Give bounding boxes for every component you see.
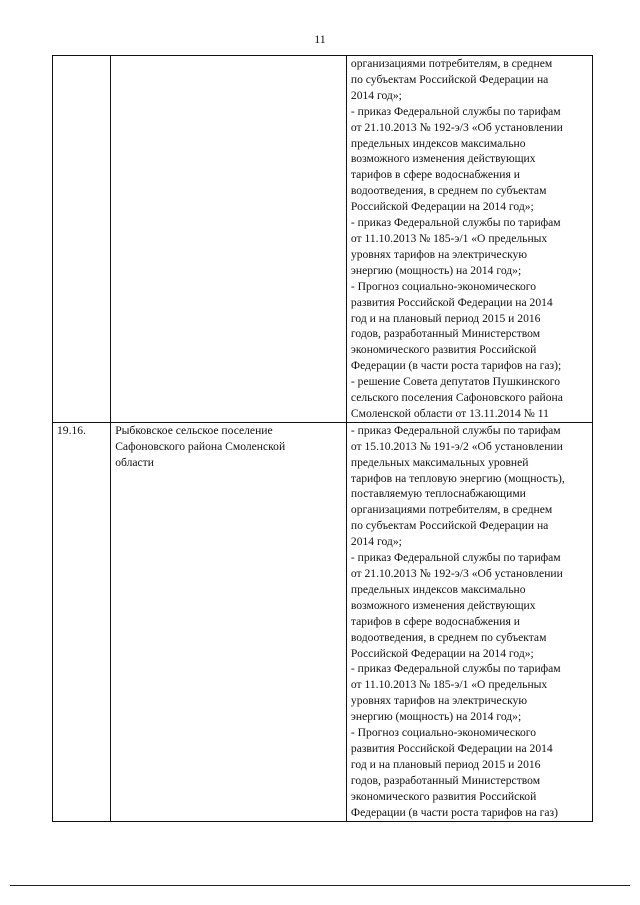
document-text-line: годов, разработанный Министерством — [350, 327, 541, 341]
document-text-line: от 11.10.2013 № 185-э/1 «О предельных — [350, 231, 548, 245]
document-text-line: сельского поселения Сафоновского района — [350, 391, 563, 405]
table-row — [53, 422, 593, 821]
document-text-line: энергию (мощность) на 2014 год»; — [350, 710, 522, 724]
document-text-line: уровнях тарифов на электрическую — [350, 247, 528, 261]
settlement-name-line: области — [115, 455, 154, 469]
document-text-line: организациями потребителям, в среднем — [350, 503, 553, 517]
document-text-line: - приказ Федеральной службы по тарифам — [350, 551, 561, 565]
document-text-line: предельных индексов максимально — [350, 136, 526, 150]
document-text-line: - Прогноз социально-экономического — [350, 279, 537, 293]
document-text-line: - приказ Федеральной службы по тарифам — [350, 216, 561, 230]
document-text-line: развития Российской Федерации на 2014 — [350, 295, 553, 309]
tariff-table — [52, 55, 593, 822]
document-text-line: уровнях тарифов на электрическую — [350, 694, 528, 708]
document-text-line: Российской Федерации на 2014 год»; — [350, 646, 534, 660]
document-text-line: Российской Федерации на 2014 год»; — [350, 200, 534, 214]
document-text-line: водоотведения, в среднем по субъектам — [350, 630, 547, 644]
settlement-cell — [111, 56, 347, 423]
document-text-line: организациями потребителям, в среднем — [350, 57, 553, 70]
document-text-line: энергию (мощность) на 2014 год»; — [350, 263, 522, 277]
document-text-line: год и на плановый период 2015 и 2016 — [350, 311, 541, 325]
documents-cell — [346, 56, 592, 423]
footer-divider — [10, 885, 630, 886]
document-text-line: экономического развития Российской — [350, 789, 537, 803]
document-text-line: предельных индексов максимально — [350, 582, 526, 596]
document-text-line: - приказ Федеральной службы по тарифам — [350, 104, 561, 118]
document-text-line: - приказ Федеральной службы по тарифам — [350, 662, 561, 676]
document-text-line: 2014 год»; — [350, 535, 402, 549]
document-text-line: от 21.10.2013 № 192-э/3 «Об установлении — [350, 120, 563, 134]
document-text-line: Федерации (в части роста тарифов на газ) — [350, 805, 558, 819]
document-text-line: возможного изменения действующих — [350, 152, 536, 166]
document-text-line: от 11.10.2013 № 185-э/1 «О предельных — [350, 678, 548, 692]
document-text-line: развития Российской Федерации на 2014 — [350, 741, 553, 755]
document-text-line: год и на плановый период 2015 и 2016 — [350, 757, 541, 771]
document-text-line: тарифов на тепловую энергию (мощность), — [350, 471, 565, 485]
page-number: 11 — [314, 32, 326, 46]
document-text-line: от 21.10.2013 № 192-э/3 «Об установлении — [350, 567, 563, 580]
document-text-line: 2014 год»; — [350, 88, 402, 102]
table-row — [53, 56, 593, 423]
settlement-name-line: Сафоновского района Смоленской — [115, 439, 286, 453]
document-text-line: по субъектам Российской Федерации на — [350, 72, 549, 86]
row-number-cell — [53, 422, 111, 821]
documents-cell — [346, 422, 592, 821]
document-text-line: - Прогноз социально-экономического — [350, 726, 537, 740]
document-text-line: годов, разработанный Министерством — [350, 773, 541, 787]
document-text-line: Федерации (в части роста тарифов на газ); — [350, 359, 562, 373]
document-text-line: - приказ Федеральной службы по тарифам — [350, 423, 561, 437]
document-text-line: тарифов в сфере водоснабжения и — [350, 168, 520, 182]
document-text-line: тарифов в сфере водоснабжения и — [350, 614, 520, 628]
document-text-line: поставляемую теплоснабжающими — [350, 487, 526, 501]
document-text-line: Смоленской области от 13.11.2014 № 11 — [350, 406, 549, 420]
document-text-line: предельных максимальных уровней — [350, 455, 529, 469]
document-text-line: - решение Совета депутатов Пушкинского — [350, 375, 561, 389]
document-text-line: по субъектам Российской Федерации на — [350, 519, 549, 533]
row-number-cell — [53, 56, 111, 423]
settlement-name-line: Рыбковское сельское поселение — [115, 423, 273, 437]
settlement-cell — [111, 422, 347, 821]
row-number: 19.16. — [57, 423, 86, 437]
document-text-line: от 15.10.2013 № 191-э/2 «Об установлении — [350, 439, 563, 453]
document-text-line: экономического развития Российской — [350, 343, 537, 357]
document-text-line: водоотведения, в среднем по субъектам — [350, 184, 547, 198]
document-text-line: возможного изменения действующих — [350, 598, 536, 612]
